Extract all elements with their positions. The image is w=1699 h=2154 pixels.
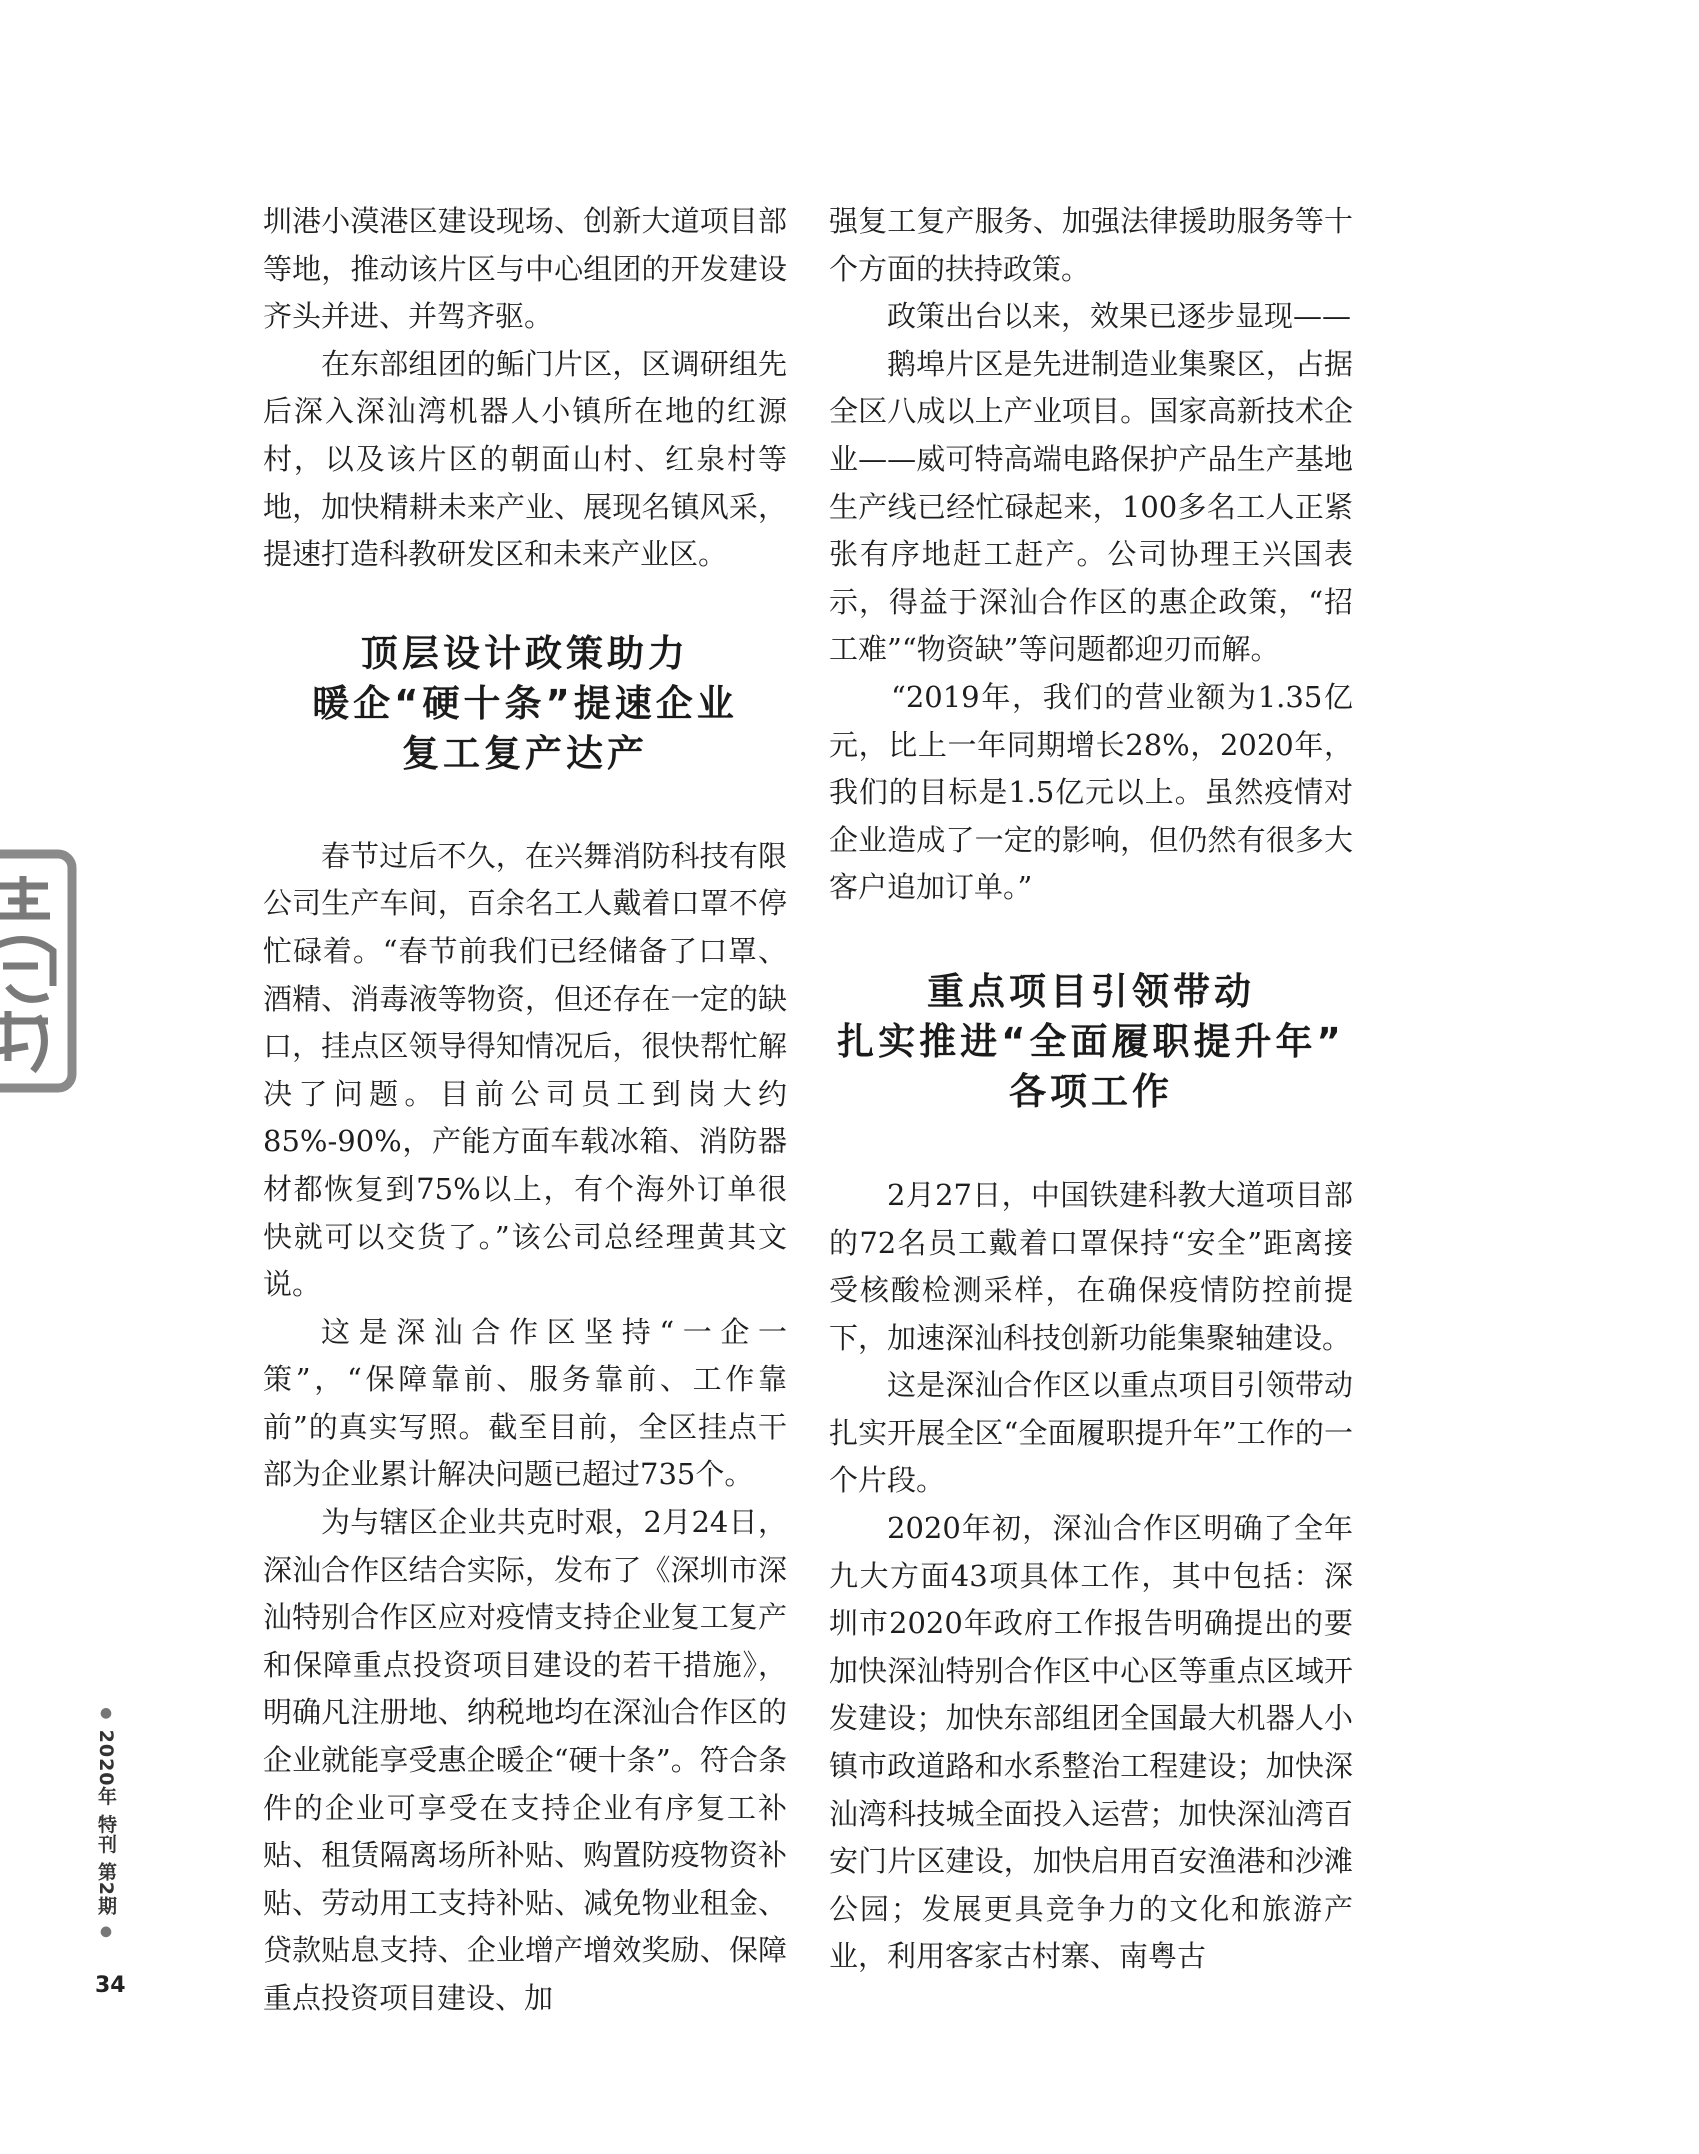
heading-line: 顶层设计政策助力 <box>361 631 689 675</box>
section-heading <box>829 967 1353 1117</box>
heading-line: 暖企“硬十条”提速企业 <box>312 681 738 725</box>
bullet-dot-icon: ● <box>98 1705 114 1722</box>
paragraph: 鹅埠片区是先进制造业集聚区，占据全区八成以上产业项目。国家高新技术企业——威可特高端电路保护产品生产基地生产线已经忙碌起来，100多名工人正紧张有序地赶工赶产。公司协理王兴国表示，得益于深汕合作区的惠企政策，“招工难”“物资缺”等问题都迎刃而解。 <box>829 346 1353 667</box>
bullet-dot-icon: ● <box>98 1923 114 1941</box>
left-column <box>263 198 787 2023</box>
heading-line: 复工复产达产 <box>402 731 648 775</box>
paragraph: 这是深汕合作区以重点项目引领带动扎实开展全区“全面履职提升年”工作的一个片段。 <box>829 1368 1353 1498</box>
paragraph: 在东部组团的鲘门片区，区调研组先后深入深汕湾机器人小镇所在地的红源村，以及该片区的朝面山村、红泉村等地，加快精耕未来产业、展现名镇风采，提速打造科教研发区和未来产业区。 <box>263 346 787 572</box>
paragraph: 圳港小漠港区建设现场、创新大道项目部等地，推动该片区与中心组团的开发建设齐头并进、并驾齐驱。 <box>263 204 787 334</box>
paragraph: 这是深汕合作区坚持“一企一策”，“保障靠前、服务靠前、工作靠前”的真实写照。截至目前，全区挂点干部为企业累计解决问题已超过735个。 <box>263 1314 787 1492</box>
paragraph: 政策出台以来，效果已逐步显现—— <box>887 299 1352 334</box>
paragraph: 为与辖区企业共克时艰，2月24日，深汕合作区结合实际，发布了《深圳市深汕特别合作区应对疫情支持企业复工复产和保障重点投资项目建设的若干措施》，明确凡注册地、纳税地均在深汕合作区的企业就能享受惠企暖企“硬十条”。符合条件的企业可享受在支持企业有序复工补贴、租赁隔离场所补贴、购置防疫物资补贴、劳动用工支持补贴、减免物业租金、贷款贴息支持、企业增产增效奖励、保障重点投资项目建设、加 <box>263 1505 787 2015</box>
paragraph: 春节过后不久，在兴舞消防科技有限公司生产车间，百余名工人戴着口罩不停忙碌着。“春节前我们已经储备了口罩、酒精、消毒液等物资，但还存在一定的缺口，挂点区领导得知情况后，很快帮忙解决了问题。目前公司员工到岗大约85%-90%，产能方面车载冰箱、消防器材都恢复到75%以上，有个海外订单很快就可以交货了。”该公司总经理黄其文说。 <box>263 838 787 1302</box>
paragraph: “2019年，我们的营业额为1.35亿元，比上一年同期增长28%，2020年，我们的目标是1.5亿元以上。虽然疫情对企业造成了一定的影响，但仍然有很多大客户追加订单。” <box>829 679 1353 905</box>
heading-line: 重点项目引领带动 <box>927 969 1255 1013</box>
paragraph: 2020年初，深汕合作区明确了全年九大方面43项具体工作，其中包括：深圳市2020年政府工作报告明确提出的要加快深汕特别合作区中心区等重点区域开发建设；加快东部组团全国最大机器人小镇市政道路和水系整治工程建设；加快深汕湾科技城全面投入运营；加快深汕湾百安门片区建设，加快启用百安渔港和沙滩公园；发展更具竞争力的文化和旅游产业，利用客家古村寨、南粤古 <box>829 1511 1353 1974</box>
page-number: 34 <box>95 1973 126 1998</box>
heading-line: 各项工作 <box>1009 1069 1173 1113</box>
issue-label <box>93 1705 120 1941</box>
issue-text: 2020年 特刊 第2期 <box>95 1729 117 1916</box>
section-heading <box>263 629 787 779</box>
paragraph: 强复工复产服务、加强法律援助服务等十个方面的扶持政策。 <box>829 204 1353 286</box>
paragraph: 2月27日，中国铁建科教大道项目部的72名员工戴着口罩保持“安全”距离接受核酸检测采样，在确保疫情防控前提下，加速深汕科技创新功能集聚轴建设。 <box>829 1177 1353 1355</box>
heading-line: 扎实推进“全面履职提升年” <box>837 1019 1345 1063</box>
right-column <box>829 198 1353 1981</box>
seal-stamp-icon <box>0 846 82 1096</box>
